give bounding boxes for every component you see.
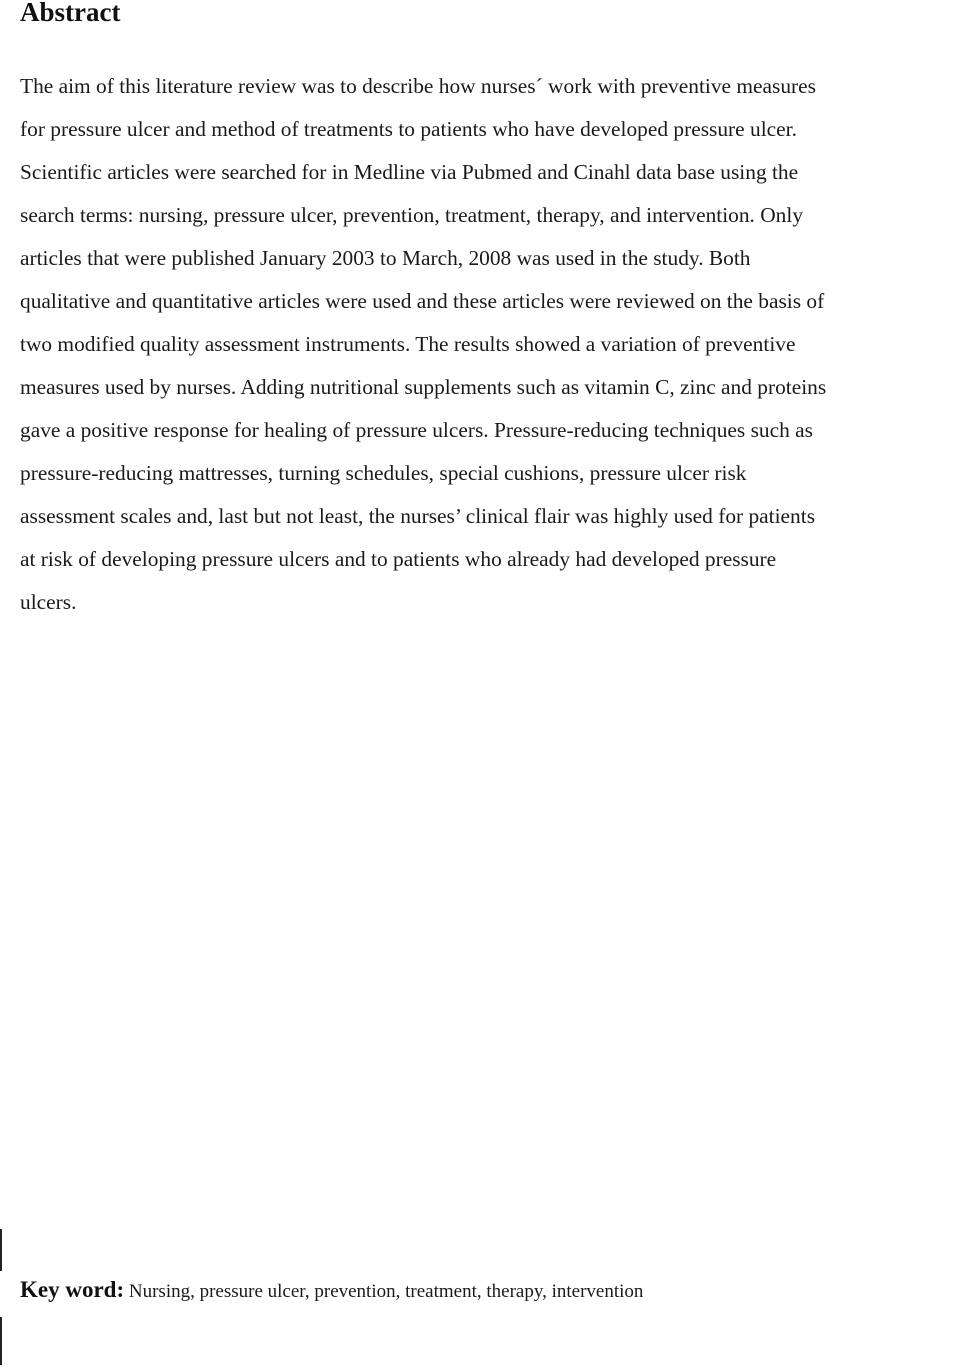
abstract-line: Scientific articles were searched for in Medline via Pubmed and Cinahl data base using the (20, 160, 799, 184)
abstract-line: for pressure ulcer and method of treatments to patients who have developed pressure ulcer. (20, 117, 797, 141)
abstract-line: two modified quality assessment instruments. The results showed a variation of preventive (20, 332, 796, 356)
abstract-line: gave a positive response for healing of pressure ulcers. Pressure-reducing techniques such as (20, 418, 813, 442)
abstract-line: ulcers. (20, 590, 77, 614)
keywords-label: Key word: (20, 1277, 125, 1302)
abstract-line: search terms: nursing, pressure ulcer, prevention, treatment, therapy, and intervention. Only (20, 203, 804, 227)
abstract-line: qualitative and quantitative articles were used and these articles were reviewed on the basis of (20, 289, 825, 313)
abstract-line: pressure-reducing mattresses, turning schedules, special cushions, pressure ulcer risk (20, 461, 747, 485)
abstract-line: The aim of this literature review was to describe how nurses´ work with preventive measures (20, 74, 816, 98)
keywords-line (20, 1274, 643, 1308)
abstract-body (20, 65, 960, 624)
margin-rule-top (0, 1229, 2, 1271)
abstract-line: at risk of developing pressure ulcers and to patients who already had developed pressure (20, 547, 777, 571)
abstract-heading: Abstract (20, 0, 121, 27)
keywords-text: Nursing, pressure ulcer, prevention, treatment, therapy, intervention (128, 1281, 644, 1302)
margin-rule-bottom (0, 1317, 2, 1365)
abstract-line: articles that were published January 2003 to March, 2008 was used in the study. Both (20, 246, 751, 270)
abstract-line: assessment scales and, last but not least, the nurses’ clinical flair was highly used for patients (20, 504, 816, 528)
abstract-line: measures used by nurses. Adding nutritional supplements such as vitamin C, zinc and proteins (20, 375, 827, 399)
